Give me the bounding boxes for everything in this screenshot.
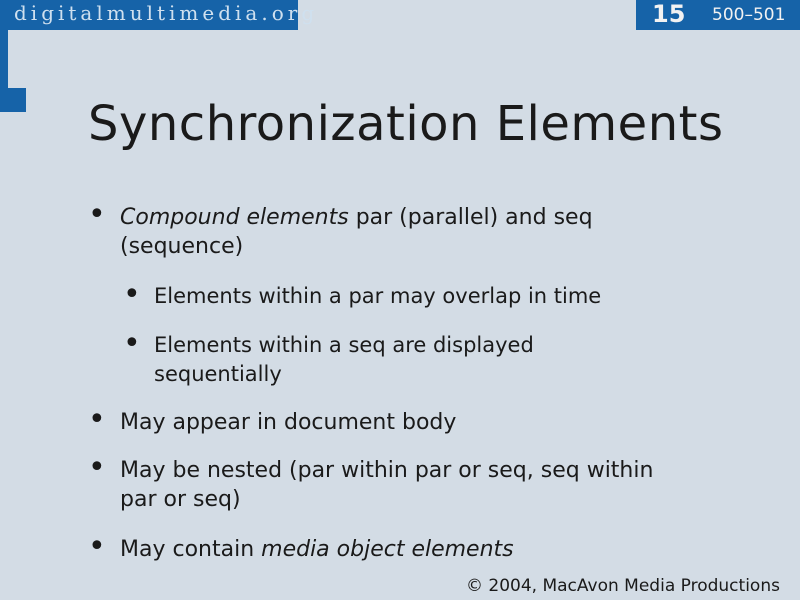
sub-bullet-text-line2: sequentially <box>154 362 282 386</box>
bullet-nested <box>120 456 653 514</box>
bullet-text-line2: par or seq) <box>120 487 241 512</box>
sub-bullet-marker: • <box>123 326 141 361</box>
site-title: digitalmultimedia.org <box>14 1 319 25</box>
decorative-vertical-bar <box>0 30 8 88</box>
sub-bullet-par-overlap <box>154 282 601 311</box>
bullet-text: par (parallel) and seq <box>348 205 593 230</box>
sub-bullet-text: Elements within a par may overlap in time <box>154 284 602 308</box>
bullet-marker: • <box>88 402 106 437</box>
bullet-document-body <box>120 408 456 437</box>
bullet-media-objects <box>120 535 514 564</box>
sub-bullet-text: Elements within a seq are displayed <box>154 333 534 357</box>
header-bar-left <box>0 0 319 30</box>
bullet-text-line2: (sequence) <box>120 234 244 259</box>
bullet-text: May be nested (par within par or seq, seq within <box>120 458 654 483</box>
bullet-emphasis: media object elements <box>261 537 514 562</box>
bullet-compound-elements <box>120 203 593 261</box>
copyright-footer: © 2004, MacAvon Media Productions <box>466 576 780 596</box>
bullet-text: May appear in document body <box>120 410 457 435</box>
slide-title: Synchronization Elements <box>88 96 724 152</box>
bullet-marker: • <box>88 450 106 485</box>
sub-bullet-seq-sequential <box>154 331 534 389</box>
bullet-marker: • <box>88 197 106 232</box>
sub-bullet-marker: • <box>123 277 141 312</box>
bullet-marker: • <box>88 529 106 564</box>
page-range: 500–501 <box>712 5 786 25</box>
decorative-corner-block <box>0 88 26 112</box>
bullet-text: May contain <box>120 537 262 562</box>
bullet-emphasis: Compound elements <box>120 205 349 230</box>
header-bar-right <box>636 0 800 30</box>
chapter-number: 15 <box>652 0 686 28</box>
